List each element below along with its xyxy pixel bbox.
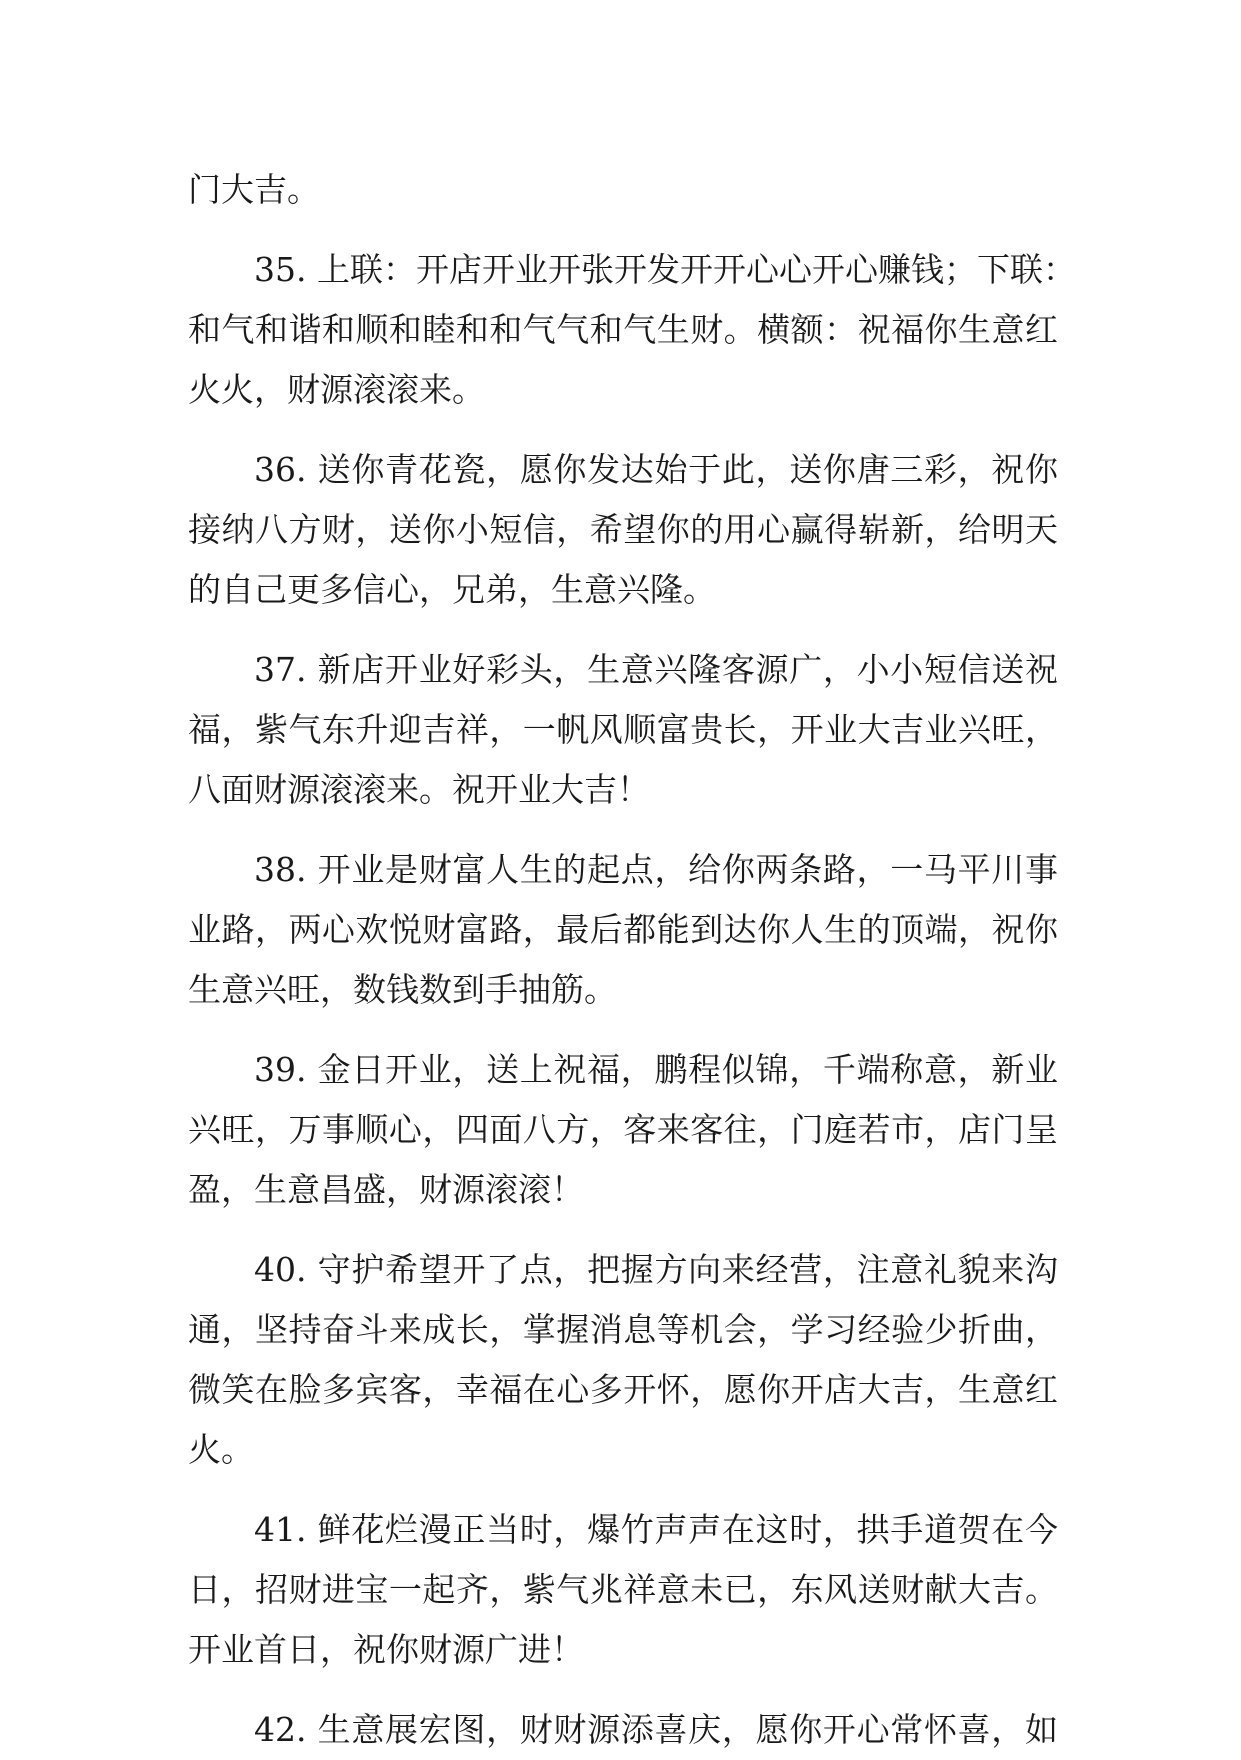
- paragraph-line: 通，坚持奋斗来成长，掌握消息等机会，学习经验少折曲，: [188, 1310, 1058, 1349]
- paragraph-39: [188, 1040, 1058, 1220]
- document-body: [188, 160, 1076, 1760]
- paragraph-line: 接纳八方财，送你小短信，希望你的用心赢得崭新，给明天: [188, 510, 1058, 549]
- paragraph-line: 火。: [188, 1430, 254, 1469]
- paragraph-line: 福，紫气东升迎吉祥，一帆风顺富贵长，开业大吉业兴旺，: [188, 710, 1058, 749]
- paragraph-line: 生意兴旺，数钱数到手抽筋。: [188, 970, 617, 1009]
- paragraph-line: 35. 上联：开店开业开张开发开开心心开心赚钱；下联：: [254, 250, 1076, 289]
- paragraph-line: 火火，财源滚滚来。: [188, 370, 485, 409]
- paragraph-line: 微笑在脸多宾客，幸福在心多开怀，愿你开店大吉，生意红: [188, 1370, 1058, 1409]
- paragraph-line: 39. 金日开业，送上祝福，鹏程似锦，千端称意，新业: [254, 1050, 1058, 1089]
- paragraph-line: 40. 守护希望开了点，把握方向来经营，注意礼貌来沟: [254, 1250, 1058, 1289]
- paragraph-line: 业路，两心欢悦财富路，最后都能到达你人生的顶端，祝你: [188, 910, 1058, 949]
- paragraph-36: [188, 440, 1058, 620]
- paragraph-line: 盈，生意昌盛，财源滚滚！: [188, 1170, 584, 1209]
- paragraph-line: 41. 鲜花烂漫正当时，爆竹声声在这时，拱手道贺在今: [254, 1510, 1058, 1549]
- paragraph-line: 和气和谐和顺和睦和和气气和气生财。横额：祝福你生意红: [188, 310, 1058, 349]
- paragraph-38: [188, 840, 1058, 1020]
- paragraph-line: 开业首日，祝你财源广进！: [188, 1630, 584, 1669]
- paragraph-line: 日，招财进宝一起齐，紫气兆祥意未已，东风送财献大吉。: [188, 1570, 1058, 1609]
- paragraph-line: 42. 生意展宏图，财财源添喜庆，愿你开心常怀喜，如: [254, 1710, 1058, 1749]
- paragraph-42: [188, 1700, 1058, 1760]
- paragraph-41: [188, 1500, 1058, 1680]
- paragraph-line: 的自己更多信心，兄弟，生意兴隆。: [188, 570, 716, 609]
- paragraph-line: 兴旺，万事顺心，四面八方，客来客往，门庭若市，店门呈: [188, 1110, 1058, 1149]
- paragraph-40: [188, 1240, 1058, 1480]
- paragraph-line: 37. 新店开业好彩头，生意兴隆客源广，小小短信送祝: [254, 650, 1058, 689]
- paragraph-34-tail: [188, 160, 1058, 220]
- paragraph-37: [188, 640, 1058, 820]
- paragraph-line: 八面财源滚滚来。祝开业大吉！: [188, 770, 650, 809]
- paragraph-line: 36. 送你青花瓷，愿你发达始于此，送你唐三彩，祝你: [254, 450, 1058, 489]
- paragraph-line: 38. 开业是财富人生的起点，给你两条路，一马平川事: [254, 850, 1058, 889]
- paragraph-line: 门大吉。: [188, 170, 320, 209]
- paragraph-35: [188, 240, 1076, 420]
